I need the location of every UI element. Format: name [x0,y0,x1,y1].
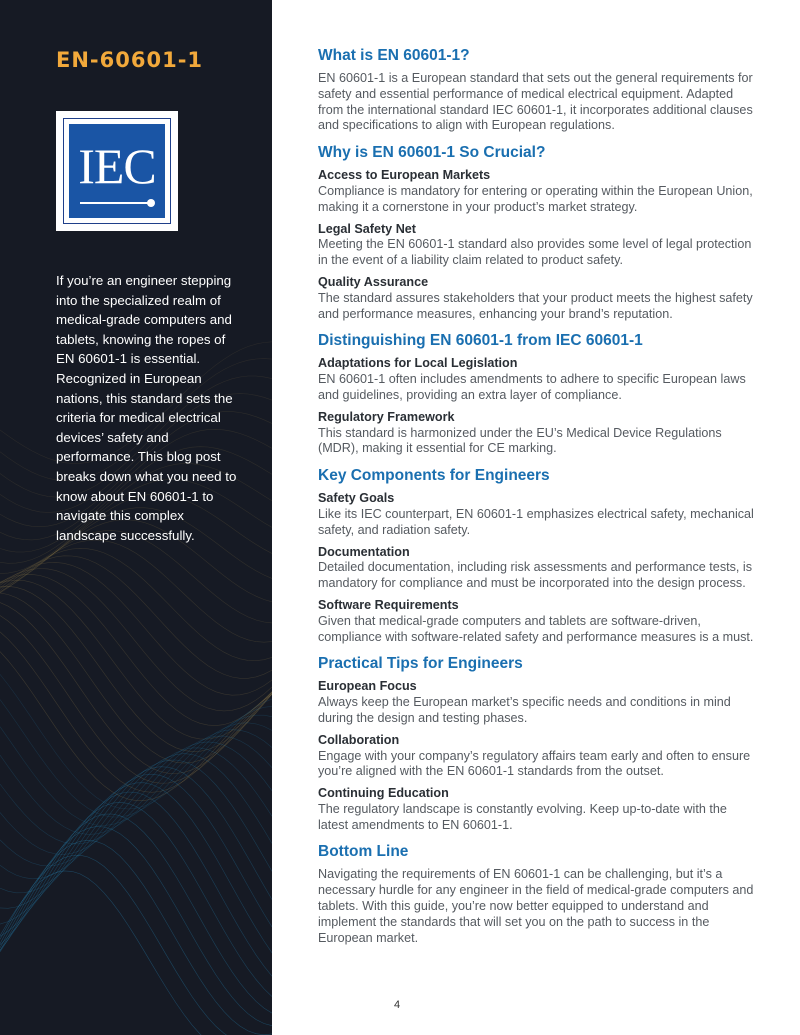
item-title: Collaboration [318,732,400,747]
list-item [318,356,758,403]
item-body: Like its IEC counterpart, EN 60601-1 emphasizes electrical safety, mechanical safety, and radiation safety. [318,506,754,537]
wave-line [0,540,272,642]
section-body: EN 60601-1 is a European standard that sets out the general requirements for safety and essential performance of medical electrical equipment. Adapted from the international standard IEC 60601-1, it incorporates additional clauses and specifications to align with European regulations. [318,71,753,133]
document-title: EN-60601-1 [56,48,204,72]
list-item [318,786,758,833]
section-key-components [318,466,758,645]
iec-logo-panel [69,124,165,218]
list-item [318,410,758,457]
wave-line [0,674,272,809]
section-body: Navigating the requirements of EN 60601-1 can be challenging, but it’s a necessary hurdle for any engineer in the field of medical-grade computers and tablets. With this guide, you’re now better equipped to understand and implement the standards that will set you on the path to success in the European market. [318,867,754,945]
item-body: EN 60601-1 often includes amendments to adhere to specific European laws and guidelines, providing an extra layer of compliance. [318,372,746,402]
iec-logo-border [63,118,171,224]
item-title: Legal Safety Net [318,221,416,236]
item-title: Documentation [318,544,410,559]
wave-line [0,802,272,996]
section-practical-tips [318,654,758,833]
list-item [318,168,758,215]
list-item [318,598,758,645]
iec-logo-dot [147,199,155,207]
item-title: Software Requirements [318,597,459,612]
wave-line [0,548,272,660]
wave-line [0,767,272,924]
item-title: Continuing Education [318,786,449,801]
item-body: Given that medical-grade computers and tablets are software-driven, compliance with software-related safety and performance measures is a must. [318,613,754,644]
item-body: Detailed documentation, including risk assessments and performance tests, is mandatory for compliance and must be incorporated into the design process. [318,560,752,591]
item-body: The standard assures stakeholders that your product meets the highest safety and performance measures, enhancing your brand’s reputation. [318,290,753,321]
list-item [318,679,758,726]
section-heading: Distinguishing EN 60601-1 from IEC 60601-1 [318,332,643,350]
wave-line [0,562,272,695]
main-content [318,46,758,955]
item-title: Adaptations for Local Legislation [318,356,518,371]
wave-line [0,855,272,1035]
list-item [318,222,758,269]
list-item [318,491,758,538]
iec-logo-line [80,202,149,204]
wave-line [0,754,272,893]
item-title: Access to European Markets [318,168,491,183]
section-what-is [318,46,758,134]
wave-line [0,774,272,936]
section-why-crucial [318,143,758,322]
item-title: European Focus [318,679,417,694]
iec-logo-text: IEC [78,138,156,194]
item-body: Always keep the European market’s specific needs and conditions in mind during the design and testing phases. [318,695,731,725]
wave-line [0,586,272,751]
item-body: The regulatory landscape is constantly evolving. Keep up-to-date with the latest amendments to EN 60601-1. [318,801,727,832]
sidebar [0,0,272,1035]
section-bottom-line [318,842,758,946]
item-body: This standard is harmonized under the EU’s Medical Device Regulations (MDR), making it essential for CE marking. [318,425,722,456]
wave-line [0,556,272,679]
list-item [318,733,758,780]
wave-line [0,603,272,774]
list-item [318,545,758,592]
wave-line [0,730,272,844]
section-heading: What is EN 60601-1? [318,47,470,64]
item-title: Quality Assurance [318,274,429,289]
wave-line [0,742,272,866]
section-heading: Key Components for Engineers [318,467,550,485]
section-heading: Why is EN 60601-1 So Crucial? [318,144,546,162]
section-heading: Bottom Line [318,843,409,861]
item-body: Engage with your company’s regulatory affairs team early and often to ensure you’re aligned with the EN 60601-1 standards from the outset. [318,748,751,779]
page-number: 4 [394,999,401,1011]
wave-line [0,652,272,801]
intro-paragraph: If you’re an engineer stepping into the specialized realm of medical-grade computers and tablets, knowing the ropes of EN 60601-1 is essential. Recognized in European nations, this standard sets the criteria for medical electrical devices’ safety and performance. This blog post breaks down what you need to know about EN 60601-1 to navigate this complex landscape successfully. [56,273,237,543]
list-item [318,275,758,322]
wave-line [0,569,272,711]
iec-logo [56,111,178,231]
section-distinguishing [318,331,758,457]
wave-line [0,574,272,725]
item-body: Meeting the EN 60601-1 standard also provides some level of legal protection in the event of a liability claim related to product safety. [318,237,752,268]
item-title: Safety Goals [318,491,395,506]
wave-line [0,700,272,818]
section-heading: Practical Tips for Engineers [318,655,523,673]
item-body: Compliance is mandatory for entering or operating within the European Union, making it a cornerstone in your product’s market strategy. [318,183,753,214]
item-title: Regulatory Framework [318,409,455,424]
